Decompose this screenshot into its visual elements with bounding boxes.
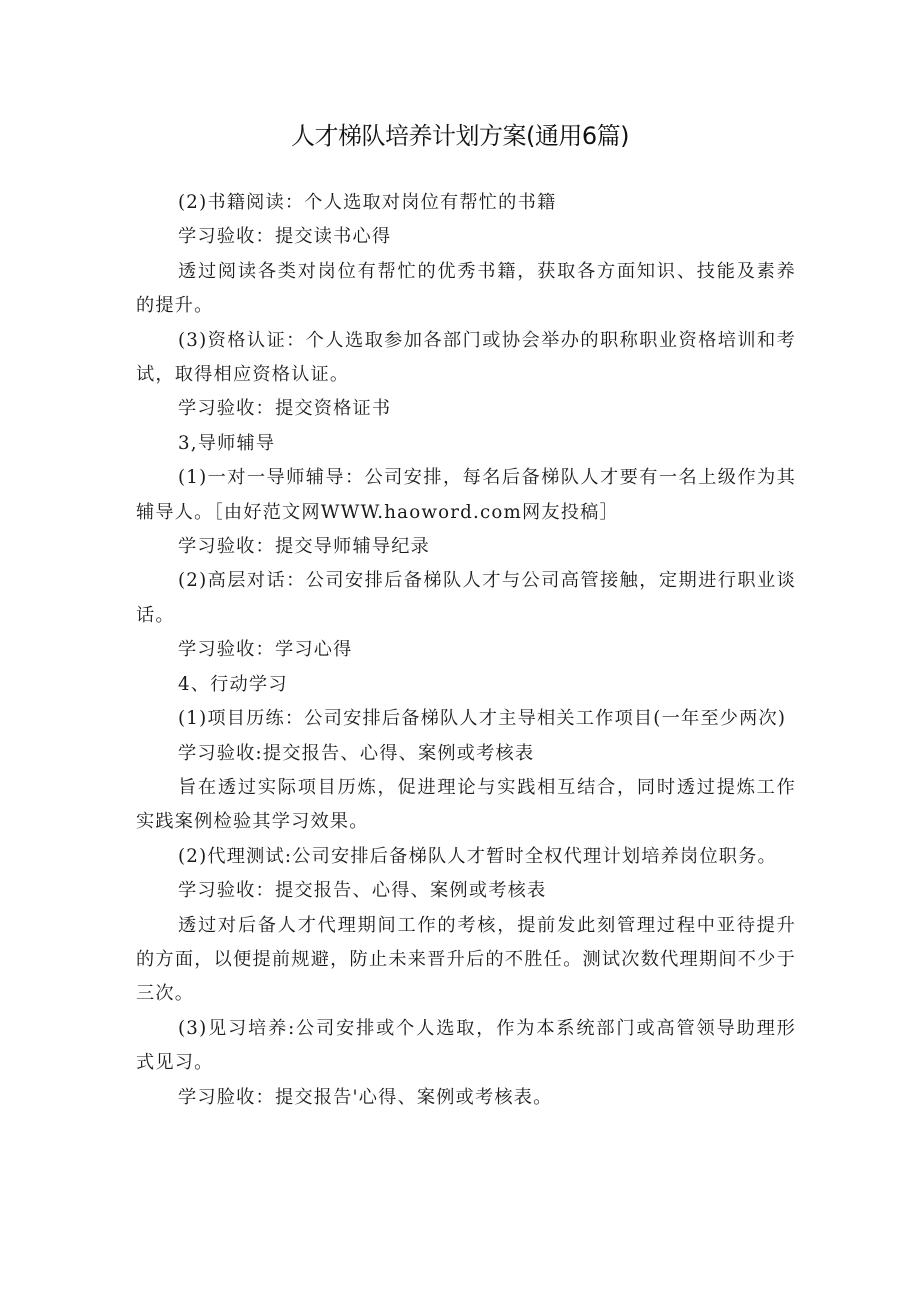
section-heading-action-learning: 4、行动学习 (178, 673, 288, 695)
paragraph-executive-dialogue: (2)高层对话：公司安排后备梯队人才与公司高管接触，定期进行职业谈话。 (136, 570, 796, 626)
paragraph-acceptance-report-2: 学习验收：提交报告、心得、案例或考核表 (178, 880, 547, 902)
paragraph-project-purpose: 旨在透过实际项目历炼，促进理论与实践相互结合，同时透过提炼工作实践案例检验其学习效果。 (136, 776, 796, 833)
paragraph-reading-benefit: 透过阅读各类对岗位有帮忙的优秀书籍，获取各方面知识、技能及素养的提升。 (136, 260, 796, 317)
paragraph-acceptance-study-notes: 学习验收：学习心得 (178, 639, 353, 661)
paragraph-internship-training: (3)见习培养:公司安排或个人选取，作为本系统部门或高管领导助理形式见习。 (136, 1017, 796, 1074)
paragraph-qualification-certification: (3)资格认证：个人选取参加各部门或协会举办的职称职业资格培训和考试，取得相应资格认证。 (136, 329, 796, 386)
paragraph-acceptance-report-3: 学习脸收：提交报告'心得、案例或考核表。 (178, 1086, 553, 1108)
paragraph-acting-assessment: 透过对后备人才代理期间工作的考核，提前发此刻管理过程中亚待提升的方面，以便提前规避，防止未来晋升后的不胜任。测试次数代理期间不少于三次。 (136, 914, 796, 1005)
paragraph-acceptance-mentoring-record: 学习验收：提交导师辅导纪录 (178, 536, 431, 558)
paragraph-acceptance-reading-notes: 学习验收：提交读书心得 (178, 226, 392, 248)
paragraph-one-on-one-mentoring: (1)一对一导师辅导：公司安排，每名后备梯队人才要有一名上级作为其辅导人。［由好范文网WWW.haoword.com网友投稿］ (136, 467, 796, 523)
document-body (136, 186, 796, 1115)
paragraph-acting-test: (2)代理测试:公司安排后备梯队人才暂时全权代理计划培养岗位职务。 (178, 845, 777, 867)
paragraph-project-experience: (1)项目历练：公司安排后备梯队人才主导相关工作项目(一年至少两次) (178, 708, 787, 730)
section-heading-mentoring: 3,导师辅导 (178, 432, 276, 454)
document-title: 人才梯队培养计划方案(通用6篇) (291, 122, 629, 150)
paragraph-acceptance-report-1: 学习验收:提交报告、心得、案例或考核表 (178, 742, 535, 764)
paragraph-acceptance-certificate: 学习验收：提交资格证书 (178, 398, 392, 420)
paragraph-book-reading: (2)书籍阅读：个人选取对岗位有帮忙的书籍 (178, 192, 557, 213)
